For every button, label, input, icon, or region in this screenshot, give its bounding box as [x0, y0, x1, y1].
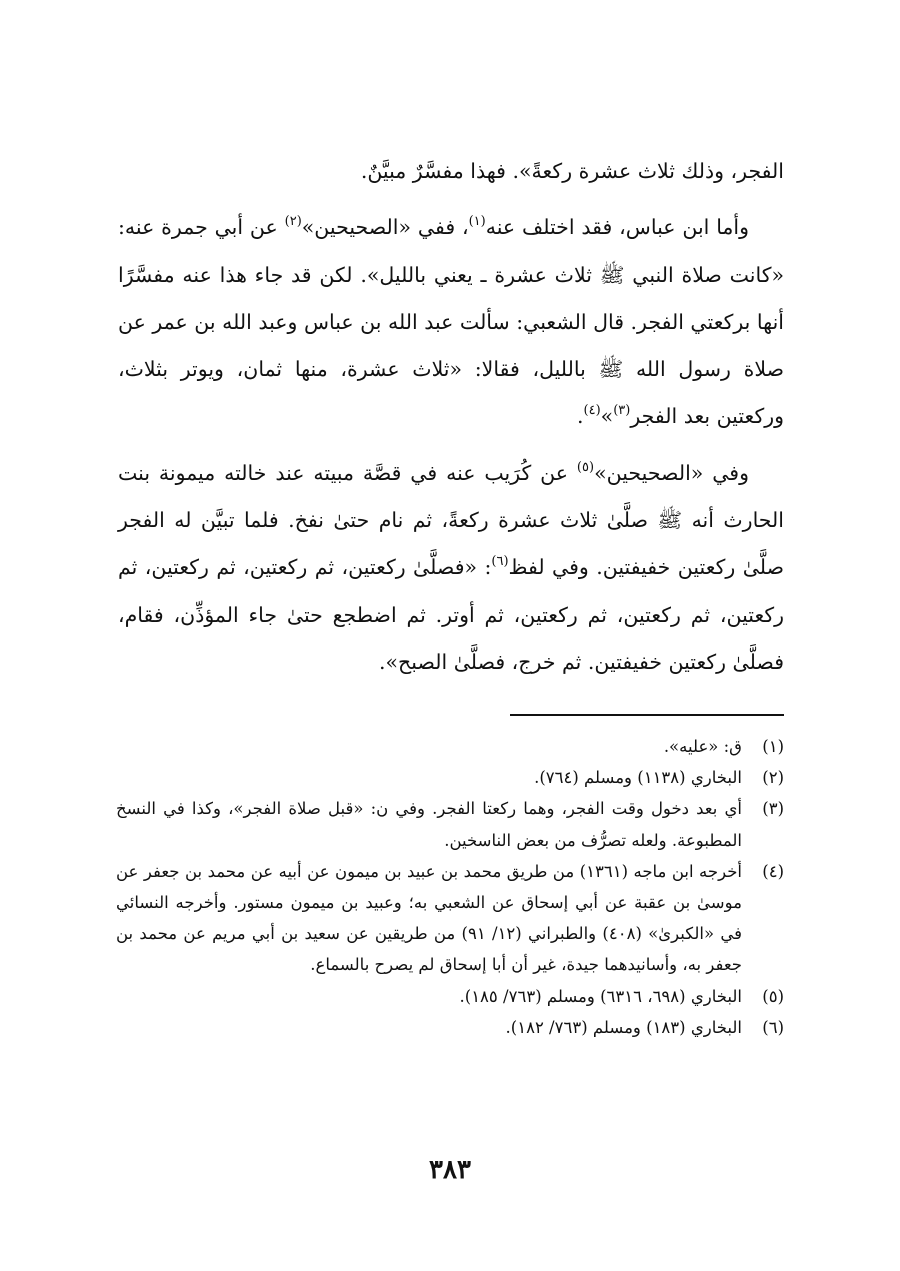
- page-number: ٣٨٣: [429, 1155, 471, 1185]
- footnote-text: أي بعد دخول وقت الفجر، وهما ركعتا الفجر. وفي ن: «قبل صلاة الفجر»، وكذا في النسخ المطبوعة. ولعله تصرُّف من بعض الناسخين.: [116, 799, 742, 850]
- paragraph-2: [118, 204, 784, 440]
- paragraph-2-part-4: »: [600, 404, 614, 429]
- footnote-1: [116, 731, 784, 762]
- main-text: [118, 148, 784, 686]
- footnote-number: (٤): [762, 861, 784, 881]
- paragraph-1-text: الفجر، وذلك ثلاث عشرة ركعةً». فهذا مفسَّرٌ مبيَّنٌ.: [360, 159, 784, 183]
- footnote-2: [116, 762, 784, 793]
- footnote-number: (١): [762, 737, 784, 756]
- footnote-ref-2[interactable]: (٢): [284, 214, 302, 230]
- footnote-divider: [510, 714, 784, 716]
- paragraph-3-part-3: : «فصلَّىٰ ركعتين، ثم ركعتين، ثم ركعتين، ثم ركعتين، ثم ركعتين، ثم ركعتين، ثم أوتر. ثم اضطجع حتىٰ جاء المؤذِّن، فقام، فصلَّىٰ ركعتين خفيفتين. ثم خرج، فصلَّىٰ الصبح».: [118, 555, 784, 674]
- paragraph-2-part-3: عن أبي جمرة عنه: «كانت صلاة النبي ﷺ ثلاث عشرة ـ يعني بالليل». لكن قد جاء هذا عنه مفسَّرًا أنها بركعتي الفجر. قال الشعبي: سألت عبد الله بن عباس وعبد الله بن عمر عن صلاة رسول الله ﷺ بالليل، فقالا: «ثلاث عشرة، منها ثمان، ويوتر بثلاث، وركعتين بعد الفجر: [118, 215, 784, 429]
- footnote-ref-3[interactable]: (٣): [613, 403, 631, 419]
- footnote-number: (٦): [762, 1017, 784, 1037]
- footnote-text: البخاري (١١٣٨) ومسلم (٧٦٤).: [534, 768, 742, 788]
- footnote-text: أخرجه ابن ماجه (١٣٦١) من طريق محمد بن عبيد بن ميمون عن أبيه عن محمد بن جعفر عن موسىٰ بن عقبة عن أبي إسحاق عن الشعبي به؛ وعبيد بن ميمون مستور. وأخرجه النسائي في «الكبرىٰ» (٤٠٨) والطبراني (١٢/ ٩١) من طريقين عن سعيد بن أبي مريم عن محمد بن جعفر به، وأسانيدهما جيدة، غير أن أبا إسحاق لم يصرح بالسماع.: [116, 861, 742, 975]
- footnote-ref-6[interactable]: (٦): [491, 554, 509, 570]
- footnote-number: (٣): [762, 799, 784, 819]
- footnote-5: [116, 981, 784, 1012]
- footnotes-list: [116, 731, 784, 1043]
- footnote-ref-4[interactable]: (٤): [583, 403, 601, 419]
- footnote-4: [116, 856, 784, 981]
- footnote-number: (٥): [762, 986, 784, 1006]
- footnote-text: البخاري (١٨٣) ومسلم (٧٦٣/ ١٨٢).: [505, 1017, 742, 1037]
- paragraph-2-part-5: .: [576, 404, 584, 429]
- footnote-number: (٢): [762, 768, 784, 788]
- footnote-text: ق: «عليه».: [663, 737, 742, 756]
- paragraph-3-part-2: عن كُرَيب عنه في قصَّة مبيته عند خالته ميمونة بنت الحارث أنه ﷺ صلَّىٰ ثلاث عشرة ركعةً، ثم نام حتىٰ نفخ. فلما تبيَّن له الفجر صلَّىٰ ركعتين خفيفتين. وفي لفظ: [118, 460, 784, 580]
- footnote-text: البخاري (٦٩٨، ٦٣١٦) ومسلم (٧٦٣/ ١٨٥).: [459, 986, 742, 1006]
- footnote-ref-5[interactable]: (٥): [576, 459, 595, 475]
- paragraph-2-part-2: ، ففي «الصحيحين»: [301, 215, 469, 240]
- footnote-6: [116, 1012, 784, 1043]
- paragraph-3-part-1: وفي «الصحيحين»: [594, 460, 749, 485]
- footnote-ref-1[interactable]: (١): [468, 214, 486, 230]
- paragraph-1: [118, 148, 784, 195]
- paragraph-2-part-1: وأما ابن عباس، فقد اختلف عنه: [485, 215, 750, 240]
- footnote-3: [116, 793, 784, 855]
- paragraph-3: [118, 450, 784, 686]
